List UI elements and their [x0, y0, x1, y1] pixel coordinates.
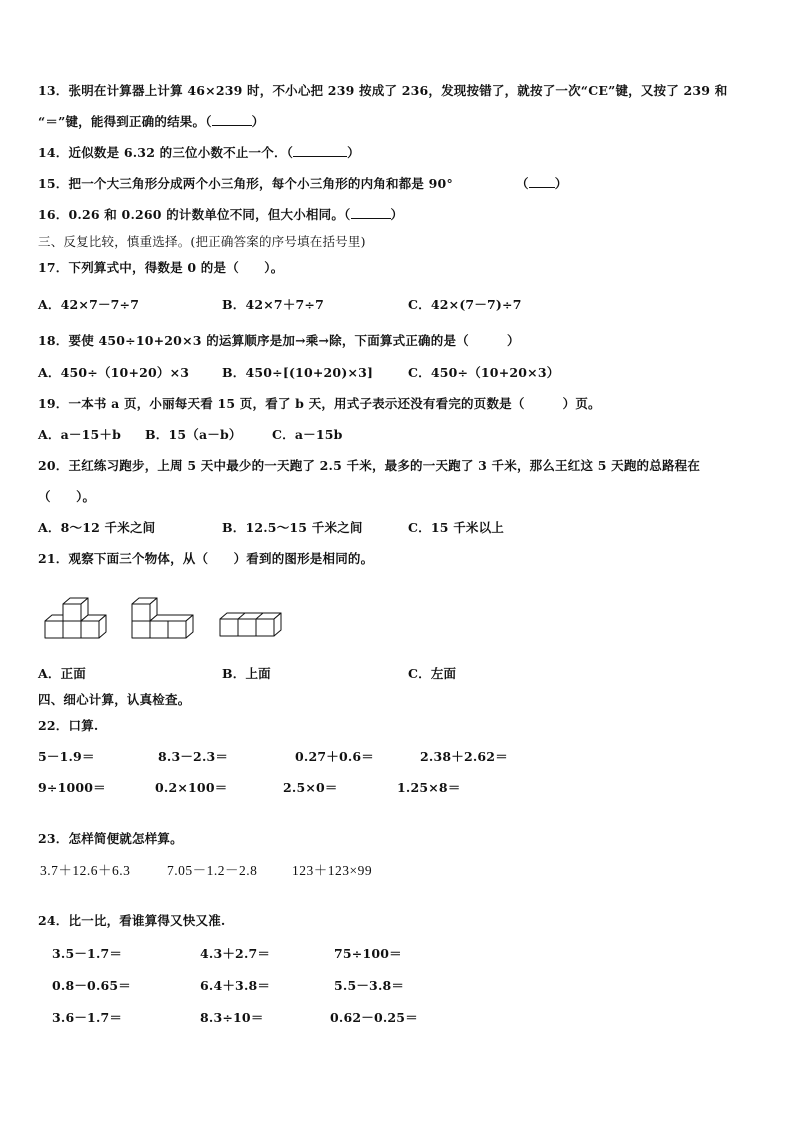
q24-r1-c1: 3.5－1.7＝	[52, 946, 123, 961]
q22-r2-c4: 1.25×8＝	[397, 780, 461, 795]
q20-option-c[interactable]: C．15 千米以上	[408, 520, 504, 535]
q21-option-a[interactable]: A．正面	[38, 666, 86, 681]
q13-line2: “＝”键，能得到正确的结果。	[38, 114, 206, 129]
cube-object-2	[131, 596, 197, 642]
q22-stem: 22．口算.	[38, 718, 99, 733]
q21-option-c[interactable]: C．左面	[408, 666, 457, 681]
q22-r2-c2: 0.2×100＝	[155, 780, 228, 795]
q14	[38, 145, 360, 161]
q13-line1: 13．张明在计算器上计算 46×239 时，不小心把 239 按成了 236，发现按错了，就按了一次“CE”键，又按了 239 和	[38, 83, 728, 98]
q14-answer-blank[interactable]	[293, 145, 347, 157]
q23-item-1: 3.7＋12.6＋6.3	[40, 863, 131, 878]
q14-paren-open: （	[286, 145, 294, 160]
q24-r1-c2: 4.3＋2.7＝	[200, 946, 271, 961]
q22-r2-c1: 9÷1000＝	[38, 780, 106, 795]
q24-r1-c3: 75÷100＝	[334, 946, 402, 961]
q23-item-2: 7.05－1.2－2.8	[167, 863, 258, 878]
q19-option-c[interactable]: C．a－15b	[272, 427, 343, 442]
q18-option-b[interactable]: B．450÷[(10+20)×3]	[222, 365, 374, 380]
q18-option-c[interactable]: C．450÷（10+20×3）	[408, 365, 560, 380]
q16-text: 16．0.26 和 0.260 的计数单位不同，但大小相同。	[38, 207, 345, 222]
q15-answer-blank[interactable]	[529, 176, 555, 188]
q22-r1-c1: 5－1.9＝	[38, 749, 95, 764]
q17-option-a[interactable]: A．42×7－7÷7	[38, 297, 140, 312]
q15-paren-close: ）	[554, 176, 568, 191]
q24-r2-c1: 0.8－0.65＝	[52, 978, 131, 993]
cube-object-3	[219, 611, 283, 641]
q22-r1-c2: 8.3－2.3＝	[158, 749, 229, 764]
q16-answer-blank[interactable]	[351, 207, 391, 219]
q24-stem: 24．比一比，看谁算得又快又准.	[38, 913, 226, 928]
q15-text: 15．把一个大三角形分成两个小三角形，每个小三角形的内角和都是 90°	[38, 176, 453, 191]
q19-stem: 19．一本书 a 页，小丽每天看 15 页，看了 b 天，用式子表示还没有看完的页数是（ ）页。	[38, 396, 601, 411]
q23-item-3: 123＋123×99	[292, 863, 373, 878]
q15-answer	[516, 176, 567, 192]
q24-r2-c3: 5.5－3.8＝	[334, 978, 405, 993]
q17-option-c[interactable]: C．42×(7－7)÷7	[408, 297, 522, 312]
q24-r2-c2: 6.4＋3.8＝	[200, 978, 271, 993]
q17-option-b[interactable]: B．42×7＋7÷7	[222, 297, 325, 312]
q13-answer-blank[interactable]	[212, 114, 252, 126]
cube-object-1	[44, 596, 108, 642]
q17-stem: 17．下列算式中，得数是 0 的是（ ）。	[38, 260, 284, 275]
q15-paren-open: （	[516, 176, 529, 191]
q13-paren-open: （	[205, 114, 212, 129]
q21-option-b[interactable]: B．上面	[222, 666, 271, 681]
q16	[38, 207, 403, 223]
q18-option-a[interactable]: A．450÷（10+20）×3	[38, 365, 190, 380]
section-4-heading: 四、细心计算，认真检查。	[38, 692, 191, 707]
q13-paren-close: ）	[251, 114, 265, 129]
q24-r3-c1: 3.6－1.7＝	[52, 1010, 123, 1025]
section-3-heading: 三、反复比较，慎重选择。(把正确答案的序号填在括号里)	[38, 234, 366, 249]
q20-option-a[interactable]: A．8～12 千米之间	[38, 520, 156, 535]
q22-r1-c4: 2.38＋2.62＝	[420, 749, 508, 764]
q18-stem: 18．要使 450÷10+20×3 的运算顺序是加→乘→除，下面算式正确的是（ ）	[38, 333, 520, 348]
q21-stem: 21．观察下面三个物体，从（ ）看到的图形是相同的。	[38, 551, 374, 566]
q24-r3-c3: 0.62－0.25＝	[330, 1010, 418, 1025]
q16-paren-close: ）	[390, 207, 404, 222]
q19-option-b[interactable]: B．15（a－b）	[145, 427, 242, 442]
q16-paren-open: （	[344, 207, 351, 222]
q19-option-a[interactable]: A．a－15＋b	[38, 427, 122, 442]
q14-text: 14．近似数是 6.32 的三位小数不止一个．	[38, 145, 287, 160]
q20-line1: 20．王红练习跑步，上周 5 天中最少的一天跑了 2.5 千米，最多的一天跑了 3 千米，那么王红这 5 天跑的总路程在	[38, 458, 701, 473]
q20-option-b[interactable]: B．12.5～15 千米之间	[222, 520, 363, 535]
q22-r2-c3: 2.5×0＝	[283, 780, 338, 795]
q20-line2: （ ）。	[38, 489, 96, 504]
q13-line2-wrap	[38, 114, 264, 130]
q23-stem: 23．怎样简便就怎样算。	[38, 831, 183, 846]
q22-r1-c3: 0.27＋0.6＝	[295, 749, 374, 764]
q24-r3-c2: 8.3÷10＝	[200, 1010, 264, 1025]
q14-paren-close: ）	[347, 145, 360, 160]
